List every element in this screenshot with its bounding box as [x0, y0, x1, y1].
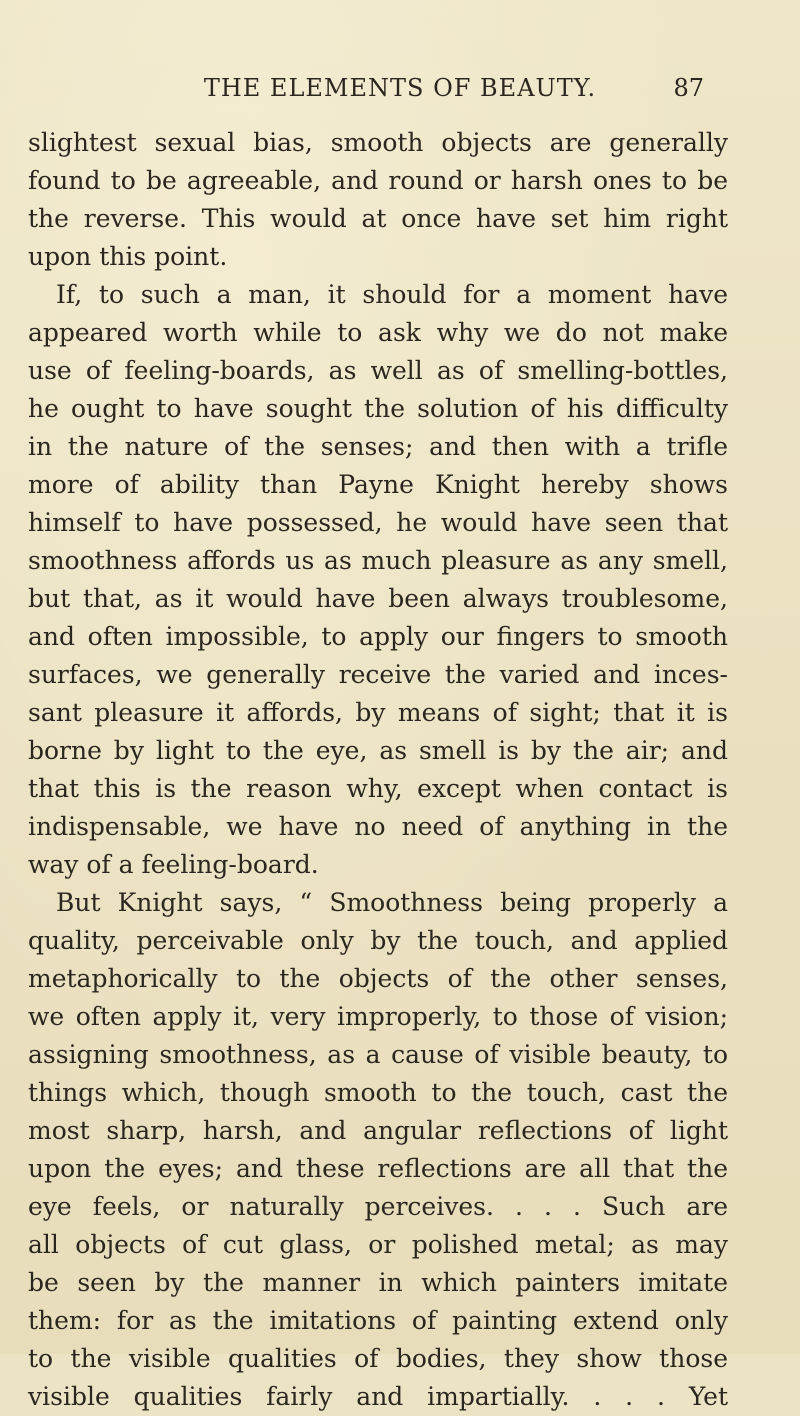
- text-line: himself to have possessed, he would have seen that: [28, 508, 728, 537]
- text-line: eye feels, or naturally perceives. . . . Such are: [28, 1192, 728, 1221]
- text-line: all objects of cut glass, or polished metal; as may: [28, 1230, 728, 1259]
- text-line: If, to such a man, it should for a moment have: [56, 280, 728, 309]
- text-line: but that, as it would have been always troublesome,: [28, 584, 728, 613]
- text-line: in the nature of the senses; and then with a trifle: [28, 432, 728, 461]
- text-line: way of a feeling-board.: [28, 850, 319, 879]
- text-line: metaphorically to the objects of the other senses,: [28, 964, 728, 993]
- text-line: smoothness affords us as much pleasure as any smell,: [28, 546, 728, 575]
- text-line: visible qualities fairly and impartially. . . . Yet: [28, 1382, 728, 1411]
- text-line: them: for as the imitations of painting extend only: [28, 1306, 728, 1335]
- page-number: 87: [673, 74, 704, 102]
- text-line: to the visible qualities of bodies, they show those: [28, 1344, 728, 1373]
- text-line: and often impossible, to apply our fingers to smooth: [28, 622, 728, 651]
- text-line: slightest sexual bias, smooth objects are generally: [28, 128, 728, 157]
- text-line: upon the eyes; and these reflections are all that the: [28, 1154, 728, 1183]
- text-line: assigning smoothness, as a cause of visible beauty, to: [28, 1040, 728, 1069]
- running-title: THE ELEMENTS OF BEAUTY.: [203, 74, 597, 102]
- text-line: we often apply it, very improperly, to those of vision;: [28, 1002, 728, 1031]
- text-line: But Knight says, “ Smoothness being properly a: [56, 888, 728, 917]
- text-line: use of feeling-boards, as well as of smelling-bottles,: [28, 356, 728, 385]
- text-line: indispensable, we have no need of anything in the: [28, 812, 728, 841]
- text-line: more of ability than Payne Knight hereby shows: [28, 470, 728, 499]
- text-line: things which, though smooth to the touch, cast the: [28, 1078, 728, 1107]
- text-line: upon this point.: [28, 242, 228, 271]
- text-line: that this is the reason why, except when contact is: [28, 774, 728, 803]
- text-line: be seen by the manner in which painters imitate: [28, 1268, 728, 1297]
- text-line: quality, perceivable only by the touch, and applied: [28, 926, 728, 955]
- text-line: surfaces, we generally receive the varied and inces-: [28, 660, 728, 689]
- text-line: found to be agreeable, and round or harsh ones to be: [28, 166, 728, 195]
- text-line: the reverse. This would at once have set him right: [28, 204, 728, 233]
- text-line: borne by light to the eye, as smell is by the air; and: [28, 736, 728, 765]
- text-line: most sharp, harsh, and angular reflections of light: [28, 1116, 728, 1145]
- running-head: [0, 70, 800, 106]
- text-line: sant pleasure it affords, by means of sight; that it is: [28, 698, 728, 727]
- text-line: appeared worth while to ask why we do not make: [28, 318, 728, 347]
- body-text: [28, 124, 728, 1416]
- text-line: he ought to have sought the solution of his difficulty: [28, 394, 728, 423]
